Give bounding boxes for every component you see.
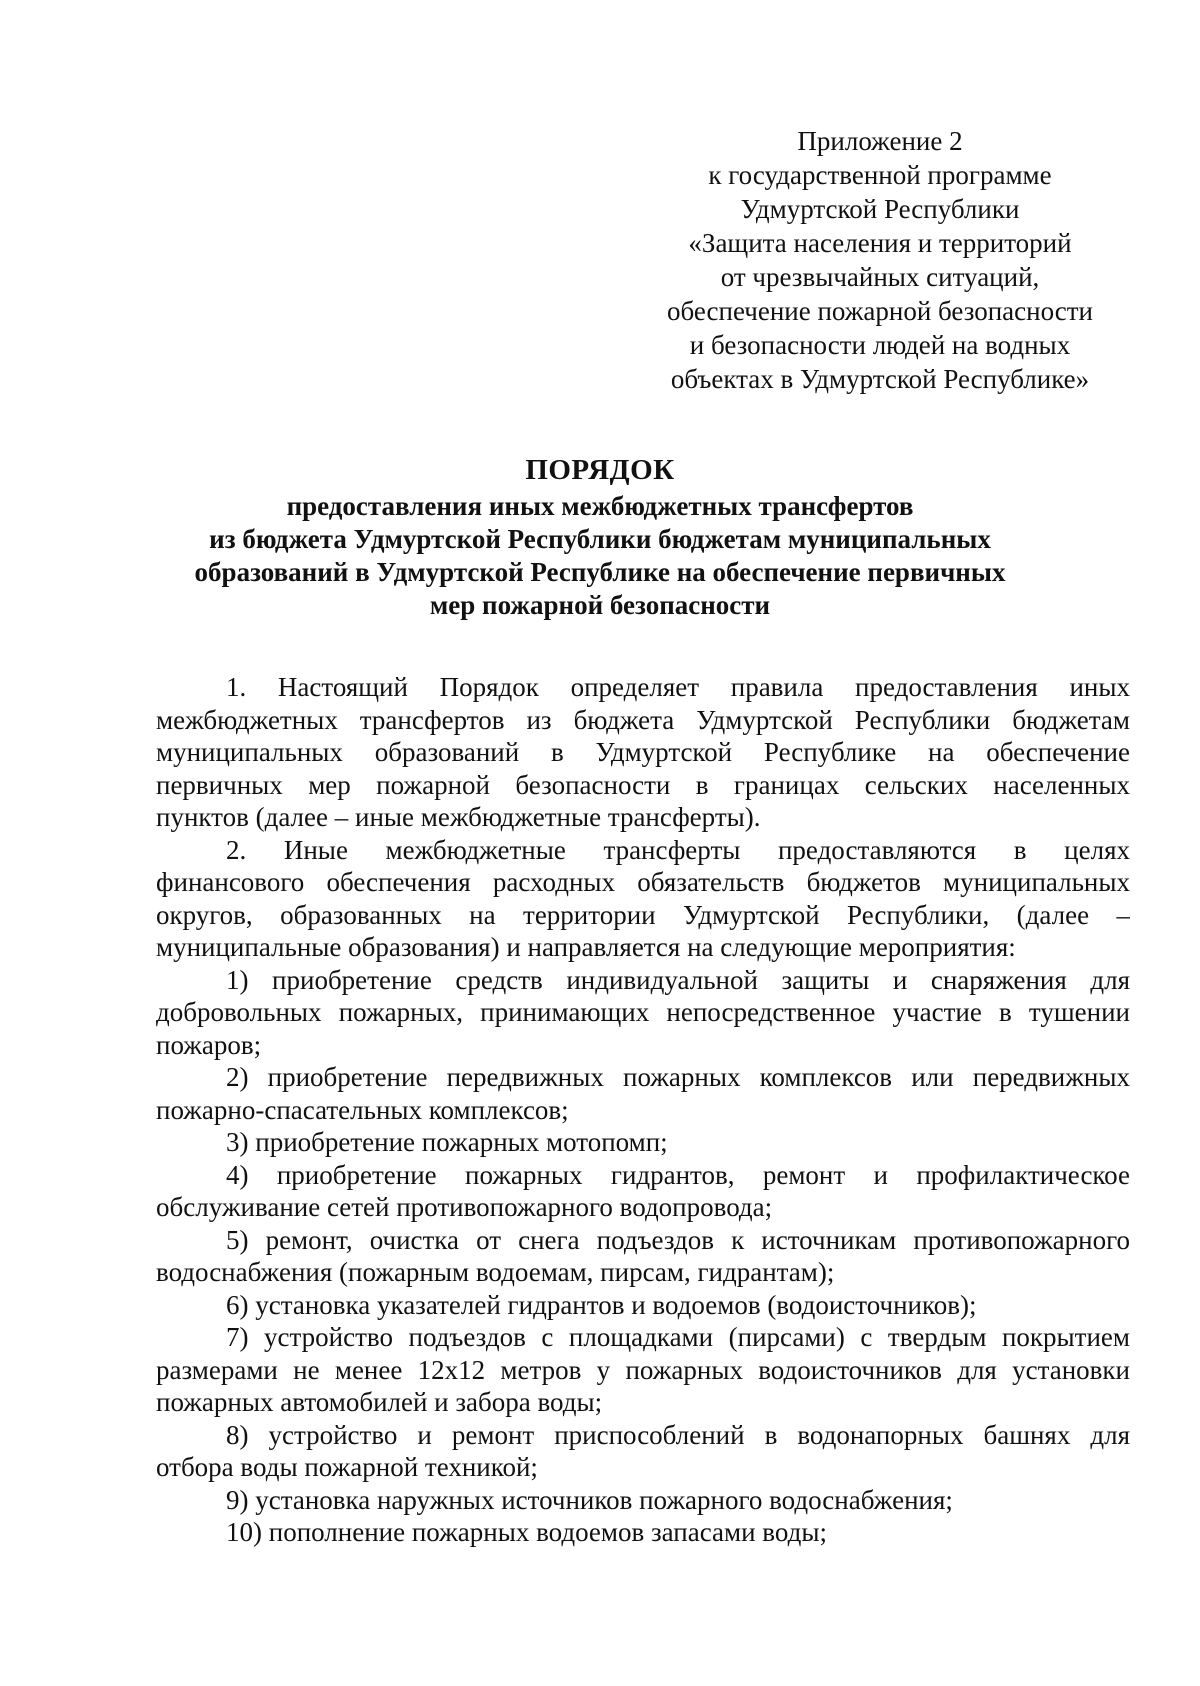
body-line: 1. Настоящий Порядок определяет правила предоставления иных [226,672,1130,702]
subtitle-line: образований в Удмуртской Республике на обеспечение первичных [194,557,1006,587]
appendix-line: объектах в Удмуртской Республике» [670,364,1090,394]
subtitle-line: мер пожарной безопасности [429,590,771,620]
body-line: добровольных пожарных, принимающих непосредственное участие в тушении [156,997,1130,1027]
body-line: пожаров; [156,1029,262,1060]
appendix-line: к государственной программе [708,160,1052,190]
body-line: 3) приобретение пожарных мотопомп; [226,1127,668,1157]
body-line: пунктов (далее – иные межбюджетные трансферты). [156,802,761,832]
document-body [156,671,1130,1549]
body-line: округов, образованных на территории Удмуртской Республики, (далее – [156,899,1130,930]
subtitle-line: из бюджета Удмуртской Республики бюджетам муниципальных [209,524,991,554]
appendix-line: Приложение 2 [797,126,963,156]
title-main: ПОРЯДОК [525,454,675,486]
body-line: 10) пополнение пожарных водоемов запасами воды; [226,1517,827,1547]
body-line: финансового обеспечения расходных обязательств бюджетов муниципальных [156,867,1130,897]
body-line: отбора воды пожарной техникой; [156,1452,538,1482]
document-title [150,452,1050,622]
body-line: пожарных автомобилей и забора воды; [156,1387,603,1417]
body-line: 7) устройство подъездов с площадками (пирсами) с твердым покрытием [226,1322,1130,1352]
appendix-line: от чрезвычайных ситуаций, [720,262,1040,292]
body-line: пожарно-спасательных комплексов; [156,1094,569,1125]
appendix-line: Удмуртской Республики [740,194,1020,224]
body-line: 2. Иные межбюджетные трансферты предоставляются в целях [226,834,1130,865]
body-line: водоснабжения (пожарным водоемам, пирсам, гидрантам); [156,1257,835,1287]
appendix-line: обеспечение пожарной безопасности [666,296,1093,326]
appendix-line: и безопасности людей на водных [689,330,1071,360]
body-line: 9) установка наружных источников пожарного водоснабжения; [226,1484,953,1515]
body-line: муниципальных образований в Удмуртской Республике на обеспечение [156,737,1130,767]
body-line: муниципальные образования) и направляется на следующие мероприятия: [156,932,1016,962]
body-line: 4) приобретение пожарных гидрантов, ремонт и профилактическое [226,1159,1130,1190]
appendix-line: «Защита населения и территорий [688,228,1072,258]
body-line: 8) устройство и ремонт приспособлений в водонапорных башнях для [226,1419,1130,1450]
body-line: размерами не менее 12х12 метров у пожарных водоисточников для установки [156,1354,1130,1385]
body-line: обслуживание сетей противопожарного водопровода; [156,1192,773,1222]
subtitle-line: предоставления иных межбюджетных трансфертов [286,491,914,521]
body-line: 5) ремонт, очистка от снега подъездов к источникам противопожарного [226,1224,1130,1255]
body-line: 1) приобретение средств индивидуальной защиты и снаряжения для [226,964,1130,995]
body-line: первичных мер пожарной безопасности в границах сельских населенных [156,769,1130,800]
title-subtitle [150,490,1050,622]
body-line: межбюджетных трансфертов из бюджета Удмуртской Республики бюджетам [156,704,1130,735]
body-line: 2) приобретение передвижных пожарных комплексов или передвижных [226,1062,1130,1092]
appendix-header [640,124,1120,396]
body-line: 6) установка указателей гидрантов и водоемов (водоисточников); [226,1289,977,1320]
